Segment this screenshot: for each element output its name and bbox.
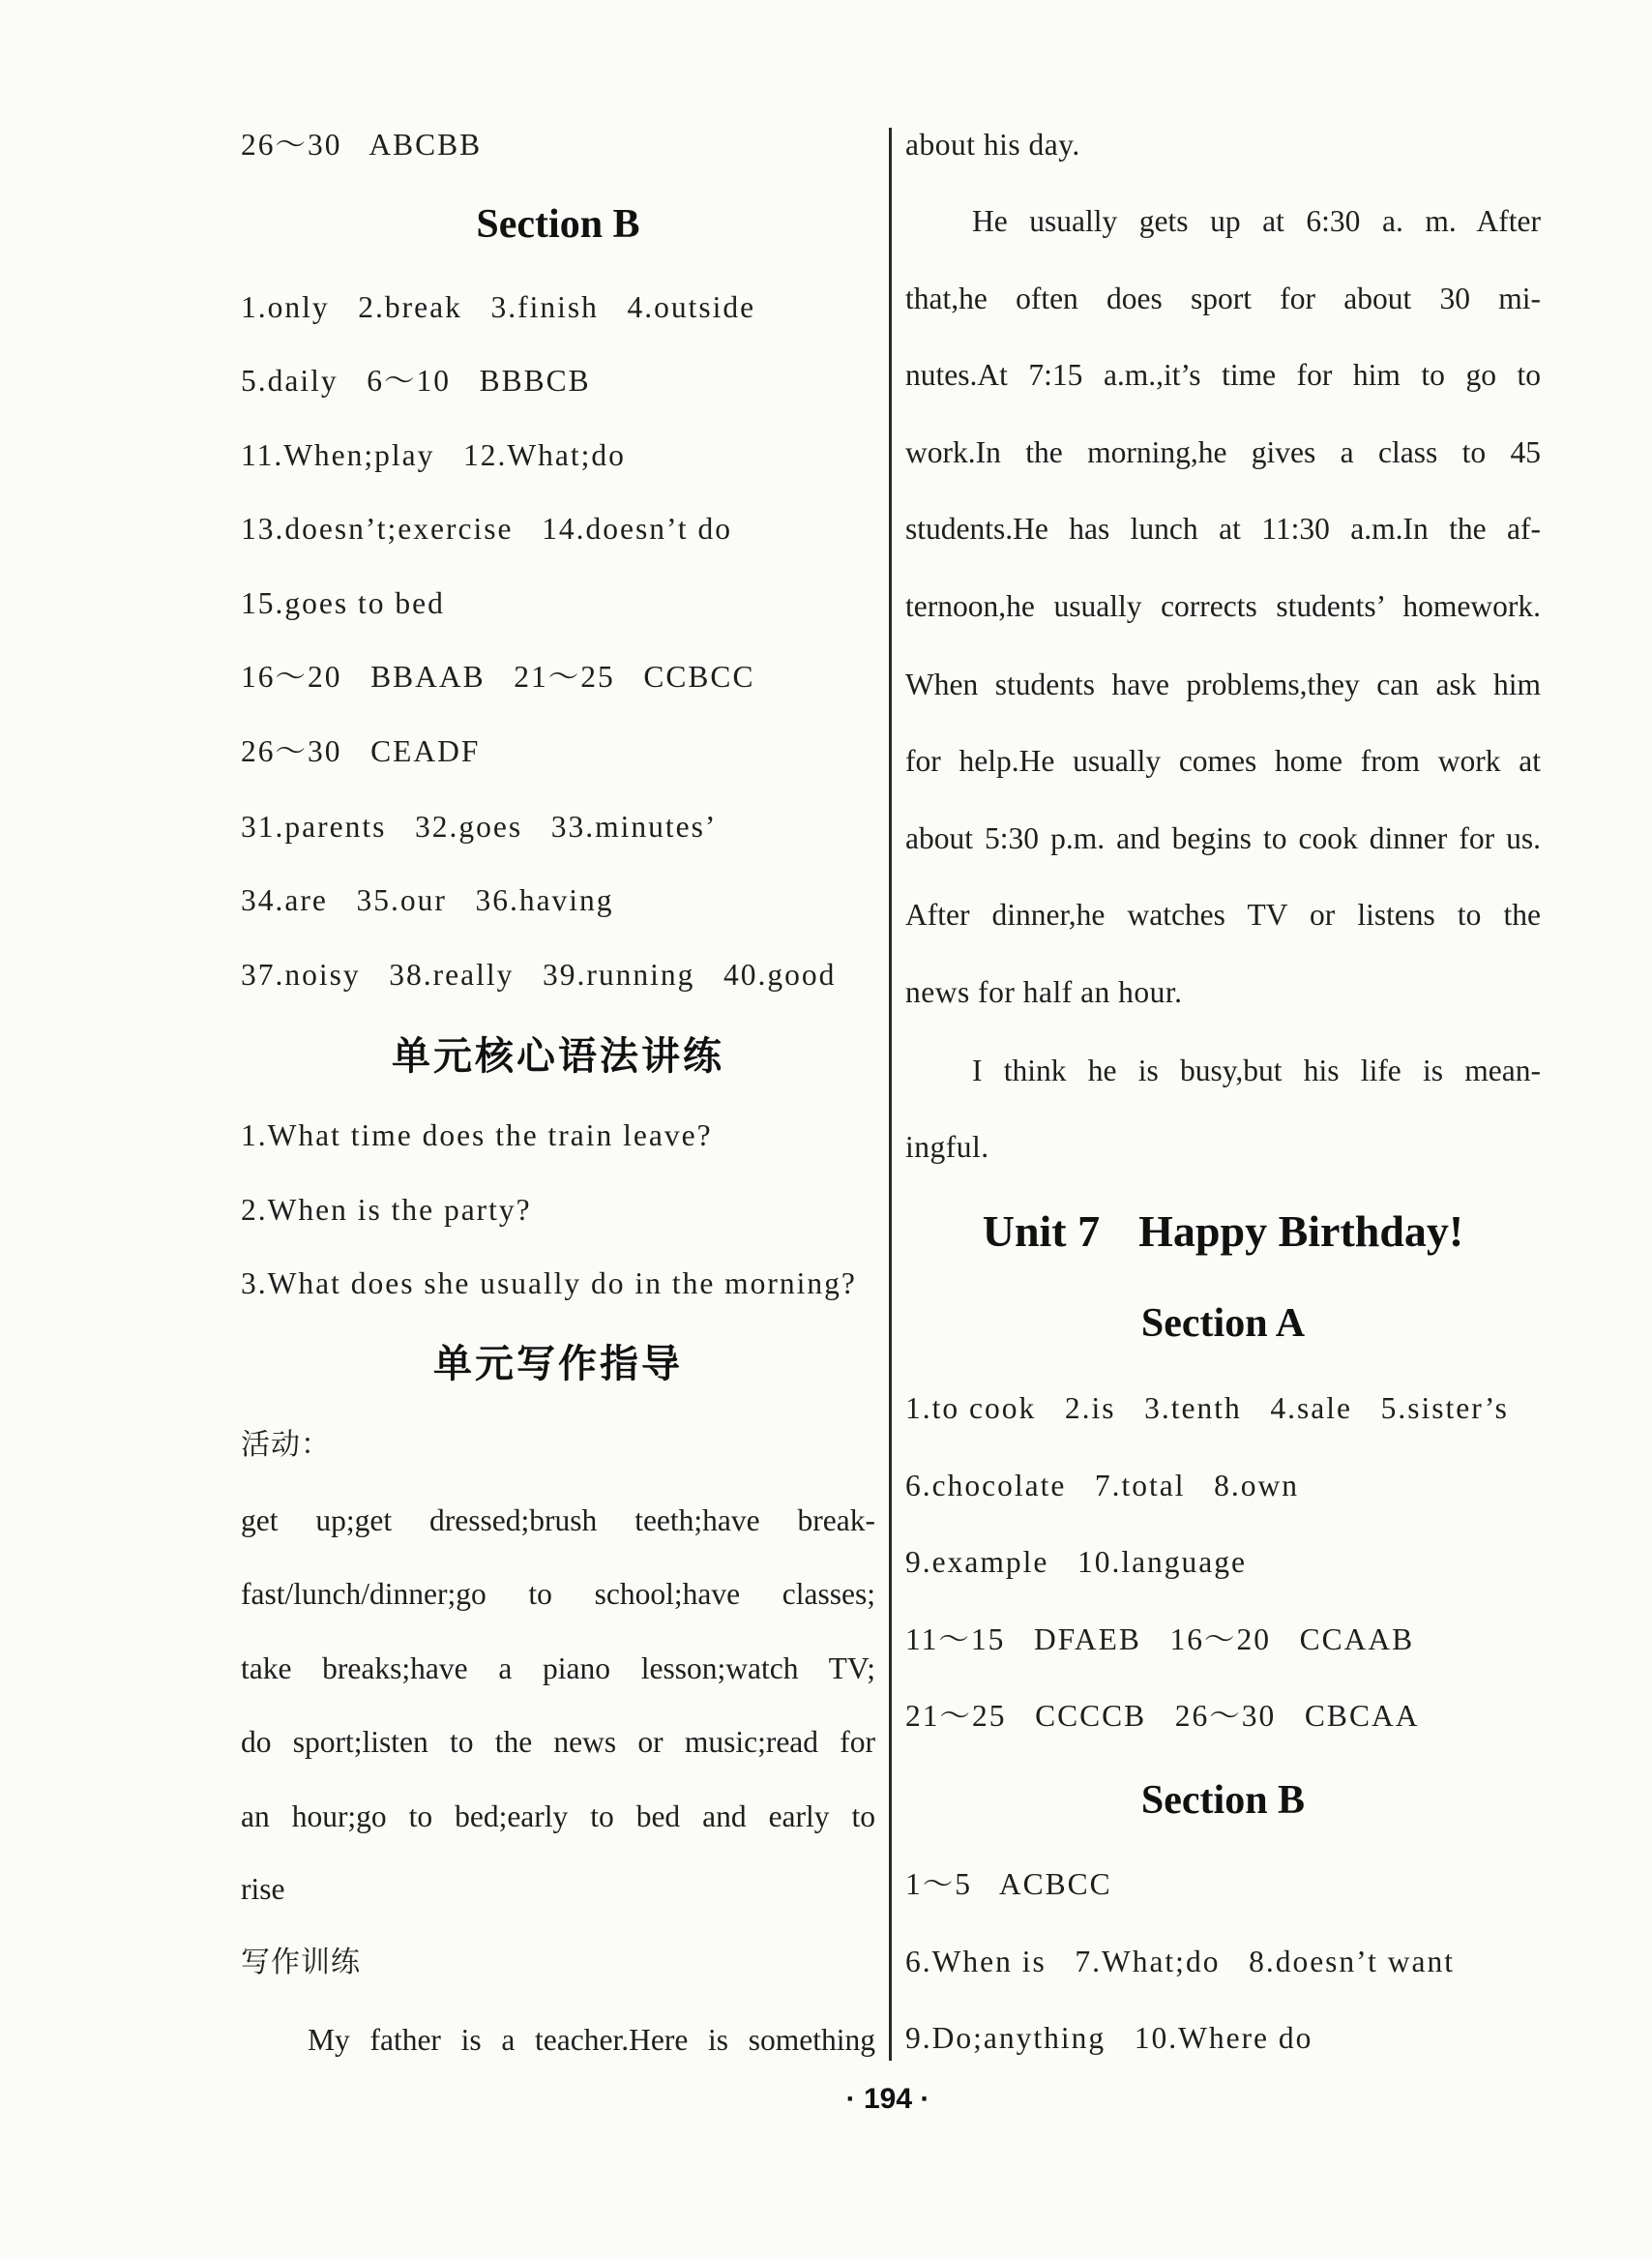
answer-line: 1.to cook 2.is 3.tenth 4.sale 5.sister’s: [905, 1391, 1509, 1425]
essay-line: ingful.: [905, 1130, 989, 1164]
essay-line: about 5:30 p.m. and begins to cook dinner for us.: [905, 821, 1541, 855]
essay-line: students.He has lunch at 11:30 a.m.In the af-: [905, 512, 1541, 546]
section-b-heading: Section B: [476, 202, 640, 247]
section-a-heading: Section A: [1140, 1301, 1306, 1346]
answer-line: 37.noisy 38.really 39.running 40.good: [241, 958, 837, 992]
answer-line: 11.When;play 12.What;do: [241, 438, 626, 472]
answer-line: 26～30 ABCBB: [241, 128, 483, 162]
activity-label: 活动：: [241, 1428, 331, 1462]
unit-heading: [905, 1208, 1541, 1255]
essay-line: nutes.At 7:15 a.m.,it’s time for him to go to: [905, 358, 1541, 392]
essay-line: that,he often does sport for about 30 mi-: [905, 282, 1541, 315]
answer-line: 1～5 ACBCC: [905, 1867, 1112, 1901]
answer-line: 1.only 2.break 3.finish 4.outside: [241, 290, 756, 324]
answer-line: 31.parents 32.goes 33.minutes’: [241, 810, 718, 844]
unit-title: Happy Birthday!: [1138, 1206, 1464, 1256]
answer-line: 5.daily 6～10 BBBCB: [241, 364, 591, 398]
essay-line: I think he is busy,but his life is mean-: [972, 1054, 1541, 1087]
column-divider: [889, 128, 892, 2061]
essay-line: news for half an hour.: [905, 975, 1183, 1009]
answer-line: 9.example 10.language: [905, 1545, 1248, 1579]
answer-line: 15.goes to bed: [241, 586, 445, 620]
training-label: 写作训练: [241, 1946, 361, 1979]
right-column: [905, 0, 1541, 2259]
activity-line: take breaks;have a piano lesson;watch TV;: [241, 1651, 875, 1685]
essay-line: work.In the morning,he gives a class to 45: [905, 435, 1541, 469]
writing-heading: 单元写作指导: [433, 1342, 683, 1386]
essay-line: ternoon,he usually corrects students’ homework.: [905, 589, 1541, 623]
section-b-heading: Section B: [1140, 1778, 1306, 1823]
activity-line: get up;get dressed;brush teeth;have break-: [241, 1503, 875, 1537]
grammar-answer-line: 1.What time does the train leave?: [241, 1118, 713, 1152]
essay-line: When students have problems,they can ask him: [905, 668, 1541, 701]
essay-line: After dinner,he watches TV or listens to the: [905, 898, 1541, 932]
answer-line: 6.When is 7.What;do 8.doesn’t want: [905, 1945, 1455, 1978]
answer-line: 9.Do;anything 10.Where do: [905, 2021, 1313, 2055]
grammar-answer-line: 3.What does she usually do in the morning?: [241, 1266, 857, 1300]
grammar-heading: 单元核心语法讲练: [392, 1034, 724, 1079]
page-number: · 194 ·: [845, 2083, 930, 2115]
activity-line: rise: [241, 1872, 285, 1906]
activity-line: do sport;listen to the news or music;read for: [241, 1725, 875, 1759]
answer-line: 6.chocolate 7.total 8.own: [905, 1469, 1300, 1502]
left-column: [241, 0, 875, 2259]
activity-line: fast/lunch/dinner;go to school;have classes;: [241, 1577, 875, 1611]
unit-number: Unit 7: [982, 1206, 1101, 1256]
essay-line: for help.He usually comes home from work at: [905, 744, 1541, 778]
answer-line: 34.are 35.our 36.having: [241, 883, 614, 917]
answer-line: 13.doesn’t;exercise 14.doesn’t do: [241, 512, 733, 546]
answer-line: 26～30 CEADF: [241, 734, 481, 768]
answer-line: 21～25 CCCCB 26～30 CBCAA: [905, 1699, 1420, 1733]
answer-line: 11～15 DFAEB 16～20 CCAAB: [905, 1622, 1415, 1656]
grammar-answer-line: 2.When is the party?: [241, 1193, 532, 1227]
essay-line: about his day.: [905, 128, 1080, 162]
answer-line: 16～20 BBAAB 21～25 CCBCC: [241, 660, 755, 694]
essay-line: He usually gets up at 6:30 a. m. After: [972, 204, 1541, 238]
essay-line: My father is a teacher.Here is something: [308, 2023, 875, 2057]
activity-line: an hour;go to bed;early to bed and early to: [241, 1799, 875, 1833]
